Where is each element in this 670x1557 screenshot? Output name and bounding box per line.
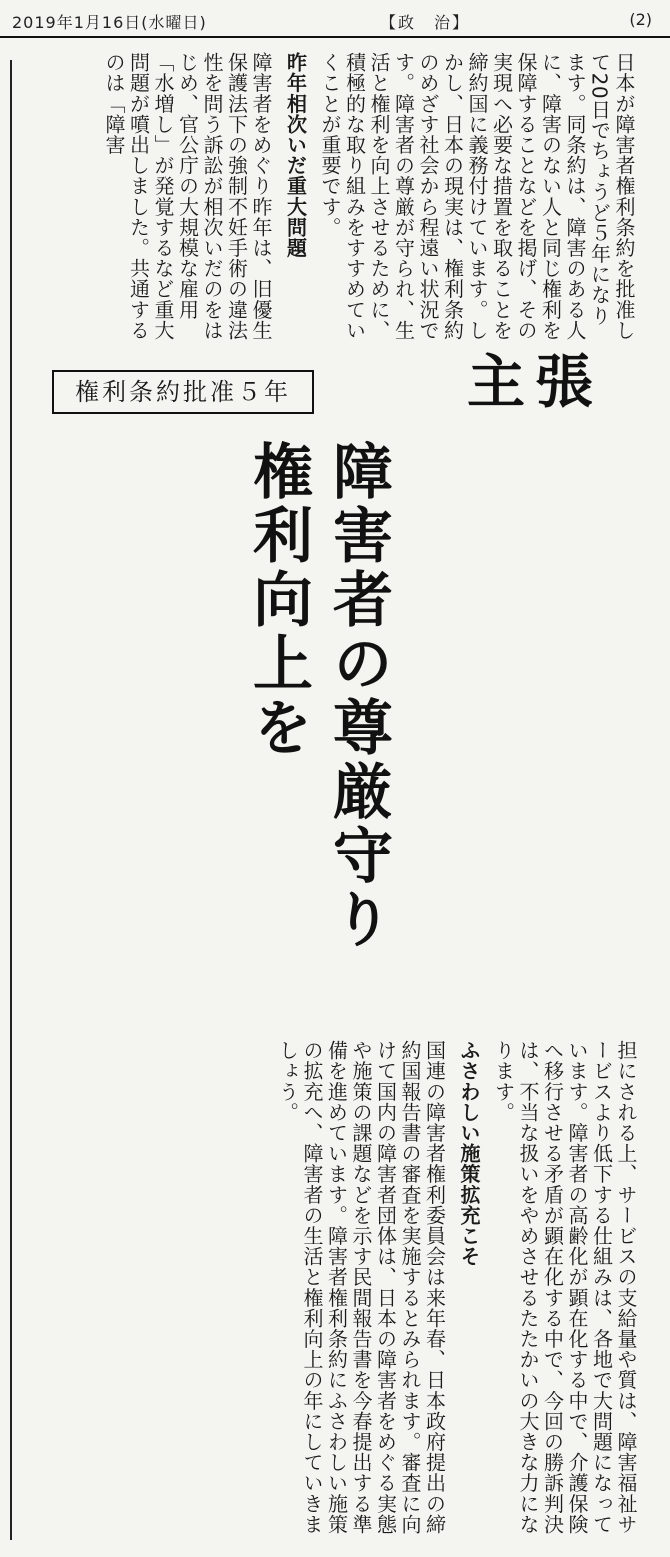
subhead-policy: ふさわしい施策拡充こそ [457, 1040, 481, 1267]
editorial-rubric: 権利条約批准５年 [52, 370, 314, 414]
editorial-headline: 障害者の尊厳守り権利向上を [243, 440, 393, 952]
article-top-block [24, 52, 636, 344]
page-number: (2) [629, 10, 652, 29]
article-bottom-paragraph: 担にされる上、サービスの支給量や質は、障害福祉サービスより低下する仕組みは、各地で大問題になっています。障害者の高齢化が顕在化する中で、介護保険へ移行させる矛盾が顕在化する中で、今回の勝訴判決は、不当な扱いをやめさせるたたかいの大きな力になります。 [491, 1040, 638, 1535]
article-intro: 日本が障害者権利条約を批准して20日でちょうど５年になります。同条約は、障害のある人に、障害のない人と同じ権利を保障することなどを掲げ、その実現へ必要な措置を取ることを締約国に義務付けています。しかし、日本の現実は、権利条約のめざす社会から程遠い状況です。障害者の尊厳が守られ、生活と権利を向上させるために、積極的な取り組みをすすめていくことが重要です。 [318, 52, 636, 341]
page-header [0, 0, 670, 38]
editorial-label: 主張 [466, 348, 603, 416]
section-name: 【政 治】 [380, 13, 471, 32]
article-bottom-block [30, 1040, 638, 1545]
article-closing-paragraph: 国連の障害者権利委員会は来年春、日本政府提出の締約国報告書の審査を実施するとみられます。審査に向けて国内の障害者団体は、日本の障害者をめぐる実態や施策の課題などを示す民間報告書を今春提出する準備を進めています。障害者権利条約にふさわしい施策の拡充へ、障害者の生活と権利向上の年にしていきましょう。 [275, 1040, 447, 1535]
column-rule [10, 60, 12, 1540]
subhead-last-year: 昨年相次いだ重大問題 [283, 52, 308, 258]
article-paragraph-2: 障害者をめぐり昨年は、旧優生保護法下の強制不妊手術の違法性を問う訴訟が相次いだのをはじめ、官公庁の大規模な雇用「水増し」が発覚するなど重大問題が噴出しました。共通するのは「障害 [102, 52, 273, 341]
issue-date: 2019年1月16日(水曜日) [12, 13, 207, 32]
